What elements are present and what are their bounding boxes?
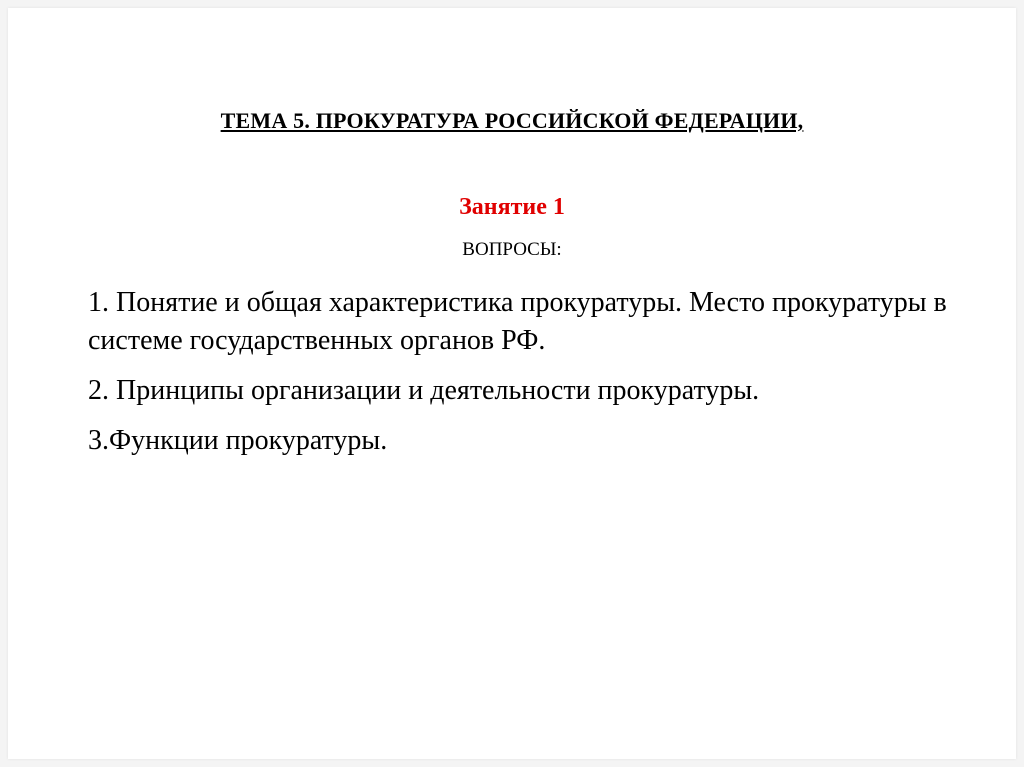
slide xyxy=(8,8,1016,759)
slide-title: ТЕМА 5. ПРОКУРАТУРА РОССИЙСКОЙ ФЕДЕРАЦИИ, xyxy=(220,108,804,133)
lesson-heading: Занятие 1 xyxy=(459,194,565,220)
questions-list xyxy=(88,284,948,472)
question-item-2: 2. Принципы организации и деятельности прокуратуры. xyxy=(88,375,760,406)
questions-label: ВОПРОСЫ: xyxy=(462,239,562,260)
question-item-3: 3.Функции прокуратуры. xyxy=(88,425,388,456)
question-item-1: 1. Понятие и общая характеристика прокуратуры. Место прокуратуры в системе государственных органов РФ. xyxy=(88,287,947,356)
